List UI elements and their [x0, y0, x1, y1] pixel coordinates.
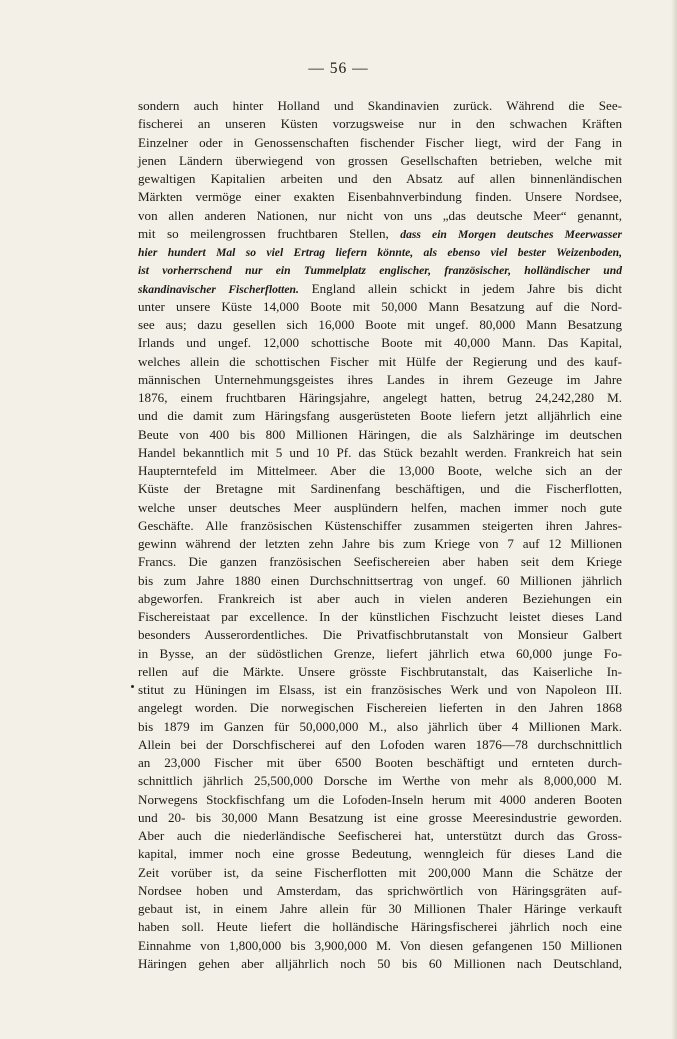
- text-line: [138, 772, 622, 790]
- text-line: [138, 553, 622, 571]
- line-text: Haupterntefeld im Mittelmeer. Aber die 13,000 Boote, welche sich an der: [138, 463, 622, 478]
- line-text: Häringen gehen aber alljährlich noch 50 bis 60 Millionen nach Deutschland,: [138, 955, 622, 971]
- line-text: abgeworfen. Frankreich ist aber auch in vielen anderen Beziehungen ein: [138, 590, 622, 606]
- text-line: [138, 152, 622, 170]
- line-text: welches allein die schottischen Fischer mit Hülfe der Regierung und des kauf-: [138, 353, 622, 369]
- text-line: [138, 663, 622, 681]
- text-line: [138, 499, 622, 517]
- line-text: besonders Ausserordentliches. Die Privatfischbrutanstalt von Monsieur Galbert: [138, 627, 622, 643]
- line-text: unter unsere Küste 14,000 Boote mit 50,000 Mann Besatzung auf die Nord-: [138, 298, 622, 314]
- text-line: [138, 955, 622, 973]
- text-line: [138, 937, 622, 955]
- text-line: [138, 261, 622, 279]
- line-text: Märkten vermöge einer exakten Eisenbahnverbindung finden. Unsere Nordsee,: [138, 189, 622, 205]
- line-text: Allein bei der Dorschfischerei auf den Lofoden waren 1876—78 durchschnittlich: [138, 736, 622, 752]
- line-text: fischerei an unseren Küsten vorzugsweise nur in den schwachen Kräften: [138, 116, 622, 132]
- text-line: [138, 389, 622, 407]
- line-text: bis zum Jahre 1880 einen Durchschnittsertrag von ungef. 60 Millionen jährlich: [138, 572, 622, 588]
- line-text: gebaut ist, in einem Jahre allein für 30 Millionen Thaler Häringe verkauft: [138, 901, 622, 916]
- line-text: kapital, immer noch eine grosse Bedeutung, wenngleich für dieses Land die: [138, 846, 622, 862]
- line-text: Einzelner oder in Genossenschaften fischender Fischer liegt, wird der Fang in: [138, 134, 622, 150]
- line-text: see aus; dazu gesellen sich 16,000 Boote mit ungef. 80,000 Mann Besatzung: [138, 317, 622, 332]
- line-text: Fischereistaat par excellence. In der künstlichen Fischzucht leistet dieses Land: [138, 609, 622, 624]
- ink-speck: [131, 685, 134, 688]
- line-text: Beute von 400 bis 800 Millionen Häringen, die als Salzhäringe im deutschen: [138, 426, 622, 442]
- line-text: Norwegens Stockfischfang um die Lofoden-Inseln herum mit 4000 anderen Booten: [138, 791, 622, 807]
- text-line: [138, 97, 622, 115]
- line-text: Geschäfte. Alle französischen Küstenschiffer zusammen steigerten ihren Jahres-: [138, 517, 622, 533]
- text-line: [138, 316, 622, 334]
- text-line: [138, 900, 622, 918]
- text-line: [138, 918, 622, 936]
- emphasis-text: ist vorherrschend nur ein Tummelplatz englischer, französischer, holländischer und: [138, 264, 622, 278]
- line-text: Nordsee hoben und Amsterdam, das sprichwörtlich von Häringsgräten auf-: [138, 882, 622, 898]
- line-text: stitut zu Hüningen im Elsass, ist ein französisches Werk und von Napoleon III.: [138, 682, 622, 697]
- text-line: [138, 280, 622, 298]
- text-line: [138, 188, 622, 206]
- line-text: Francs. Die ganzen französischen Seefischereien aber haben seit dem Kriege: [138, 554, 622, 570]
- text-line: [138, 699, 622, 717]
- text-line: [138, 864, 622, 882]
- line-text: haben soll. Heute liefert die holländische Häringsfischerei jährlich noch eine: [138, 919, 622, 935]
- text-line: [138, 207, 622, 225]
- emphasis-text: skandinavischer Fischerflotten.: [138, 282, 299, 296]
- line-text: jenen Ländern überwiegend von grossen Gesellschaften betrieben, welche mit: [138, 152, 622, 168]
- line-text: männischen Unternehmungsgeistes ihres Landes in ihrem Gezeuge im Jahre: [138, 371, 622, 387]
- text-line: [138, 225, 622, 243]
- text-line: [138, 115, 622, 133]
- line-text: Irlands und ungef. 12,000 schottische Boote mit 40,000 Mann. Das Kapital,: [138, 335, 622, 351]
- text-line: [138, 718, 622, 736]
- line-text: 1876, einem fruchtbaren Häringsjahre, angelegt hatten, betrug 24,242,280 M.: [138, 390, 622, 405]
- text-line: [138, 334, 622, 352]
- line-text: schnittlich jährlich 25,500,000 Dorsche im Werthe von mehr als 8,000,000 M.: [138, 773, 622, 789]
- page-edge-shadow: [671, 0, 677, 1039]
- line-text: gewinn während der letzten zehn Jahre bis zum Kriege von 7 auf 12 Millionen: [138, 536, 622, 551]
- line-text: England allein schickt in jedem Jahre bis dicht: [311, 280, 622, 296]
- text-line: [138, 882, 622, 900]
- text-line: [138, 535, 622, 553]
- text-line: [138, 754, 622, 772]
- text-line: [138, 572, 622, 590]
- page-number: — 56 —: [308, 60, 369, 77]
- line-text: Küste der Bretagne mit Sardinenfang beschäftigen, und die Fischerflotten,: [138, 481, 622, 497]
- text-line: [138, 298, 622, 316]
- emphasis-text: dass ein Morgen deutsches Meerwasser: [400, 227, 622, 241]
- line-text: von allen anderen Nationen, nur nicht von uns „das deutsche Meer“ genannt,: [138, 207, 622, 223]
- text-line: [138, 517, 622, 535]
- line-text: gewaltigen Kapitalien arbeiten und den Absatz auf allen binnenländischen: [138, 171, 622, 186]
- text-line: [138, 371, 622, 389]
- text-line: [138, 845, 622, 863]
- line-text: Aber auch die niederländische Seefischerei hat, unterstützt durch das Gross-: [138, 828, 622, 843]
- line-text: sondern auch hinter Holland und Skandinavien zurück. Während die See-: [138, 98, 622, 113]
- text-line: [138, 170, 622, 188]
- emphasis-text: hier hundert Mal so viel Ertrag liefern könnte, als ebenso viel bester Weizenboden,: [138, 246, 622, 259]
- text-line: [138, 462, 622, 480]
- text-line: [138, 681, 622, 699]
- text-line: [138, 736, 622, 754]
- line-text: und die damit zum Häringsfang ausgerüsteten Boote liefern jetzt alljährlich eine: [138, 408, 622, 424]
- text-line: [138, 809, 622, 827]
- text-line: [138, 791, 622, 809]
- text-line: [138, 626, 622, 644]
- text-line: [138, 353, 622, 371]
- line-text: an 23,000 Fischer mit über 6500 Booten beschäftigt und ernteten durch-: [138, 755, 622, 770]
- line-text: und 20- bis 30,000 Mann Besatzung ist eine grosse Meeresindustrie geworden.: [138, 809, 622, 825]
- line-text: Handel bekanntlich mit 5 und 10 Pf. das Stück bezahlt werden. Frankreich hat sein: [138, 444, 622, 460]
- text-line: [138, 444, 622, 462]
- line-text: mit so meilengrossen fruchtbaren Stellen,: [138, 225, 389, 241]
- text-line: [138, 608, 622, 626]
- line-text: in Bysse, an der südöstlichen Grenze, liefert jährlich etwa 60,000 junge Fo-: [138, 645, 622, 661]
- body-text: [138, 97, 622, 973]
- line-text: Einnahme von 1,800,000 bis 3,900,000 M. Von diesen gefangenen 150 Millionen: [138, 937, 622, 953]
- text-line: [138, 243, 622, 261]
- line-text: Zeit vorüber ist, da seine Fischerflotten mit 200,000 Mann die Schätze der: [138, 864, 622, 880]
- line-text: bis 1879 im Ganzen für 50,000,000 M., also jährlich über 4 Millionen Mark.: [138, 718, 622, 734]
- text-line: [138, 480, 622, 498]
- text-line: [138, 407, 622, 425]
- text-line: [138, 645, 622, 663]
- text-line: [138, 827, 622, 845]
- line-text: rellen auf die Märkte. Unsere grösste Fischbrutanstalt, das Kaiserliche In-: [138, 663, 622, 679]
- line-text: welche unser deutsches Meer ausplündern helfen, machen immer noch gute: [138, 499, 622, 515]
- line-text: angelegt worden. Die norwegischen Fischereien lieferten in den Jahren 1868: [138, 700, 622, 716]
- text-line: [138, 590, 622, 608]
- text-line: [138, 134, 622, 152]
- text-line: [138, 426, 622, 444]
